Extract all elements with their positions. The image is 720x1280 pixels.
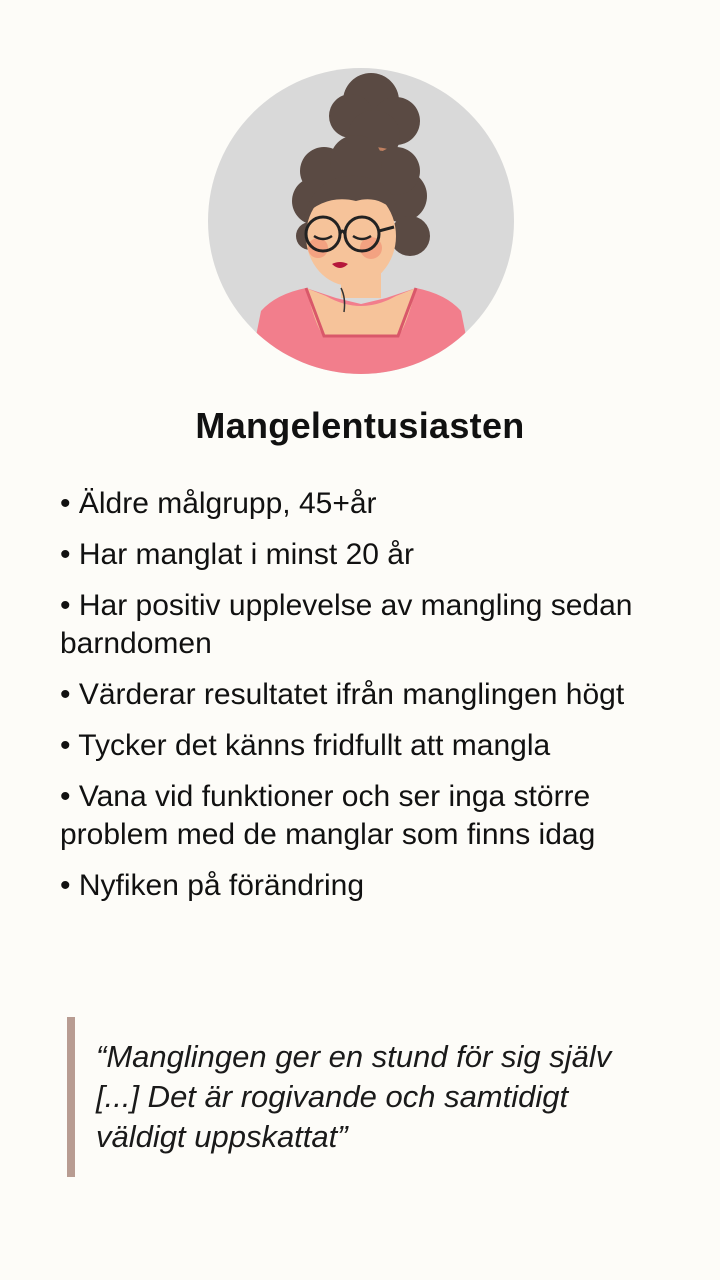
quote-text: “Manglingen ger en stund för sig själv [...] Det är rogivande och samtidigt väldigt uppskattat” bbox=[96, 1039, 612, 1154]
woman-with-glasses-avatar-icon bbox=[206, 66, 516, 376]
list-item: • Värderar resultatet ifrån manglingen högt bbox=[60, 678, 625, 711]
list-item: • Vana vid funktioner och ser inga större problem med de manglar som finns idag bbox=[60, 780, 596, 851]
list-item: • Har positiv upplevelse av mangling sedan barndomen bbox=[60, 589, 633, 660]
list-item: • Har manglat i minst 20 år bbox=[60, 538, 414, 571]
persona-avatar bbox=[206, 66, 516, 376]
quote-bar bbox=[67, 1017, 75, 1177]
list-item: • Tycker det känns fridfullt att mangla bbox=[60, 729, 551, 762]
list-item: • Nyfiken på förändring bbox=[60, 869, 364, 902]
list-item: • Äldre målgrupp, 45+år bbox=[60, 487, 377, 520]
persona-name: Mangelentusiasten bbox=[195, 405, 525, 446]
persona-quote bbox=[67, 1017, 667, 1177]
persona-traits-list bbox=[60, 485, 680, 918]
